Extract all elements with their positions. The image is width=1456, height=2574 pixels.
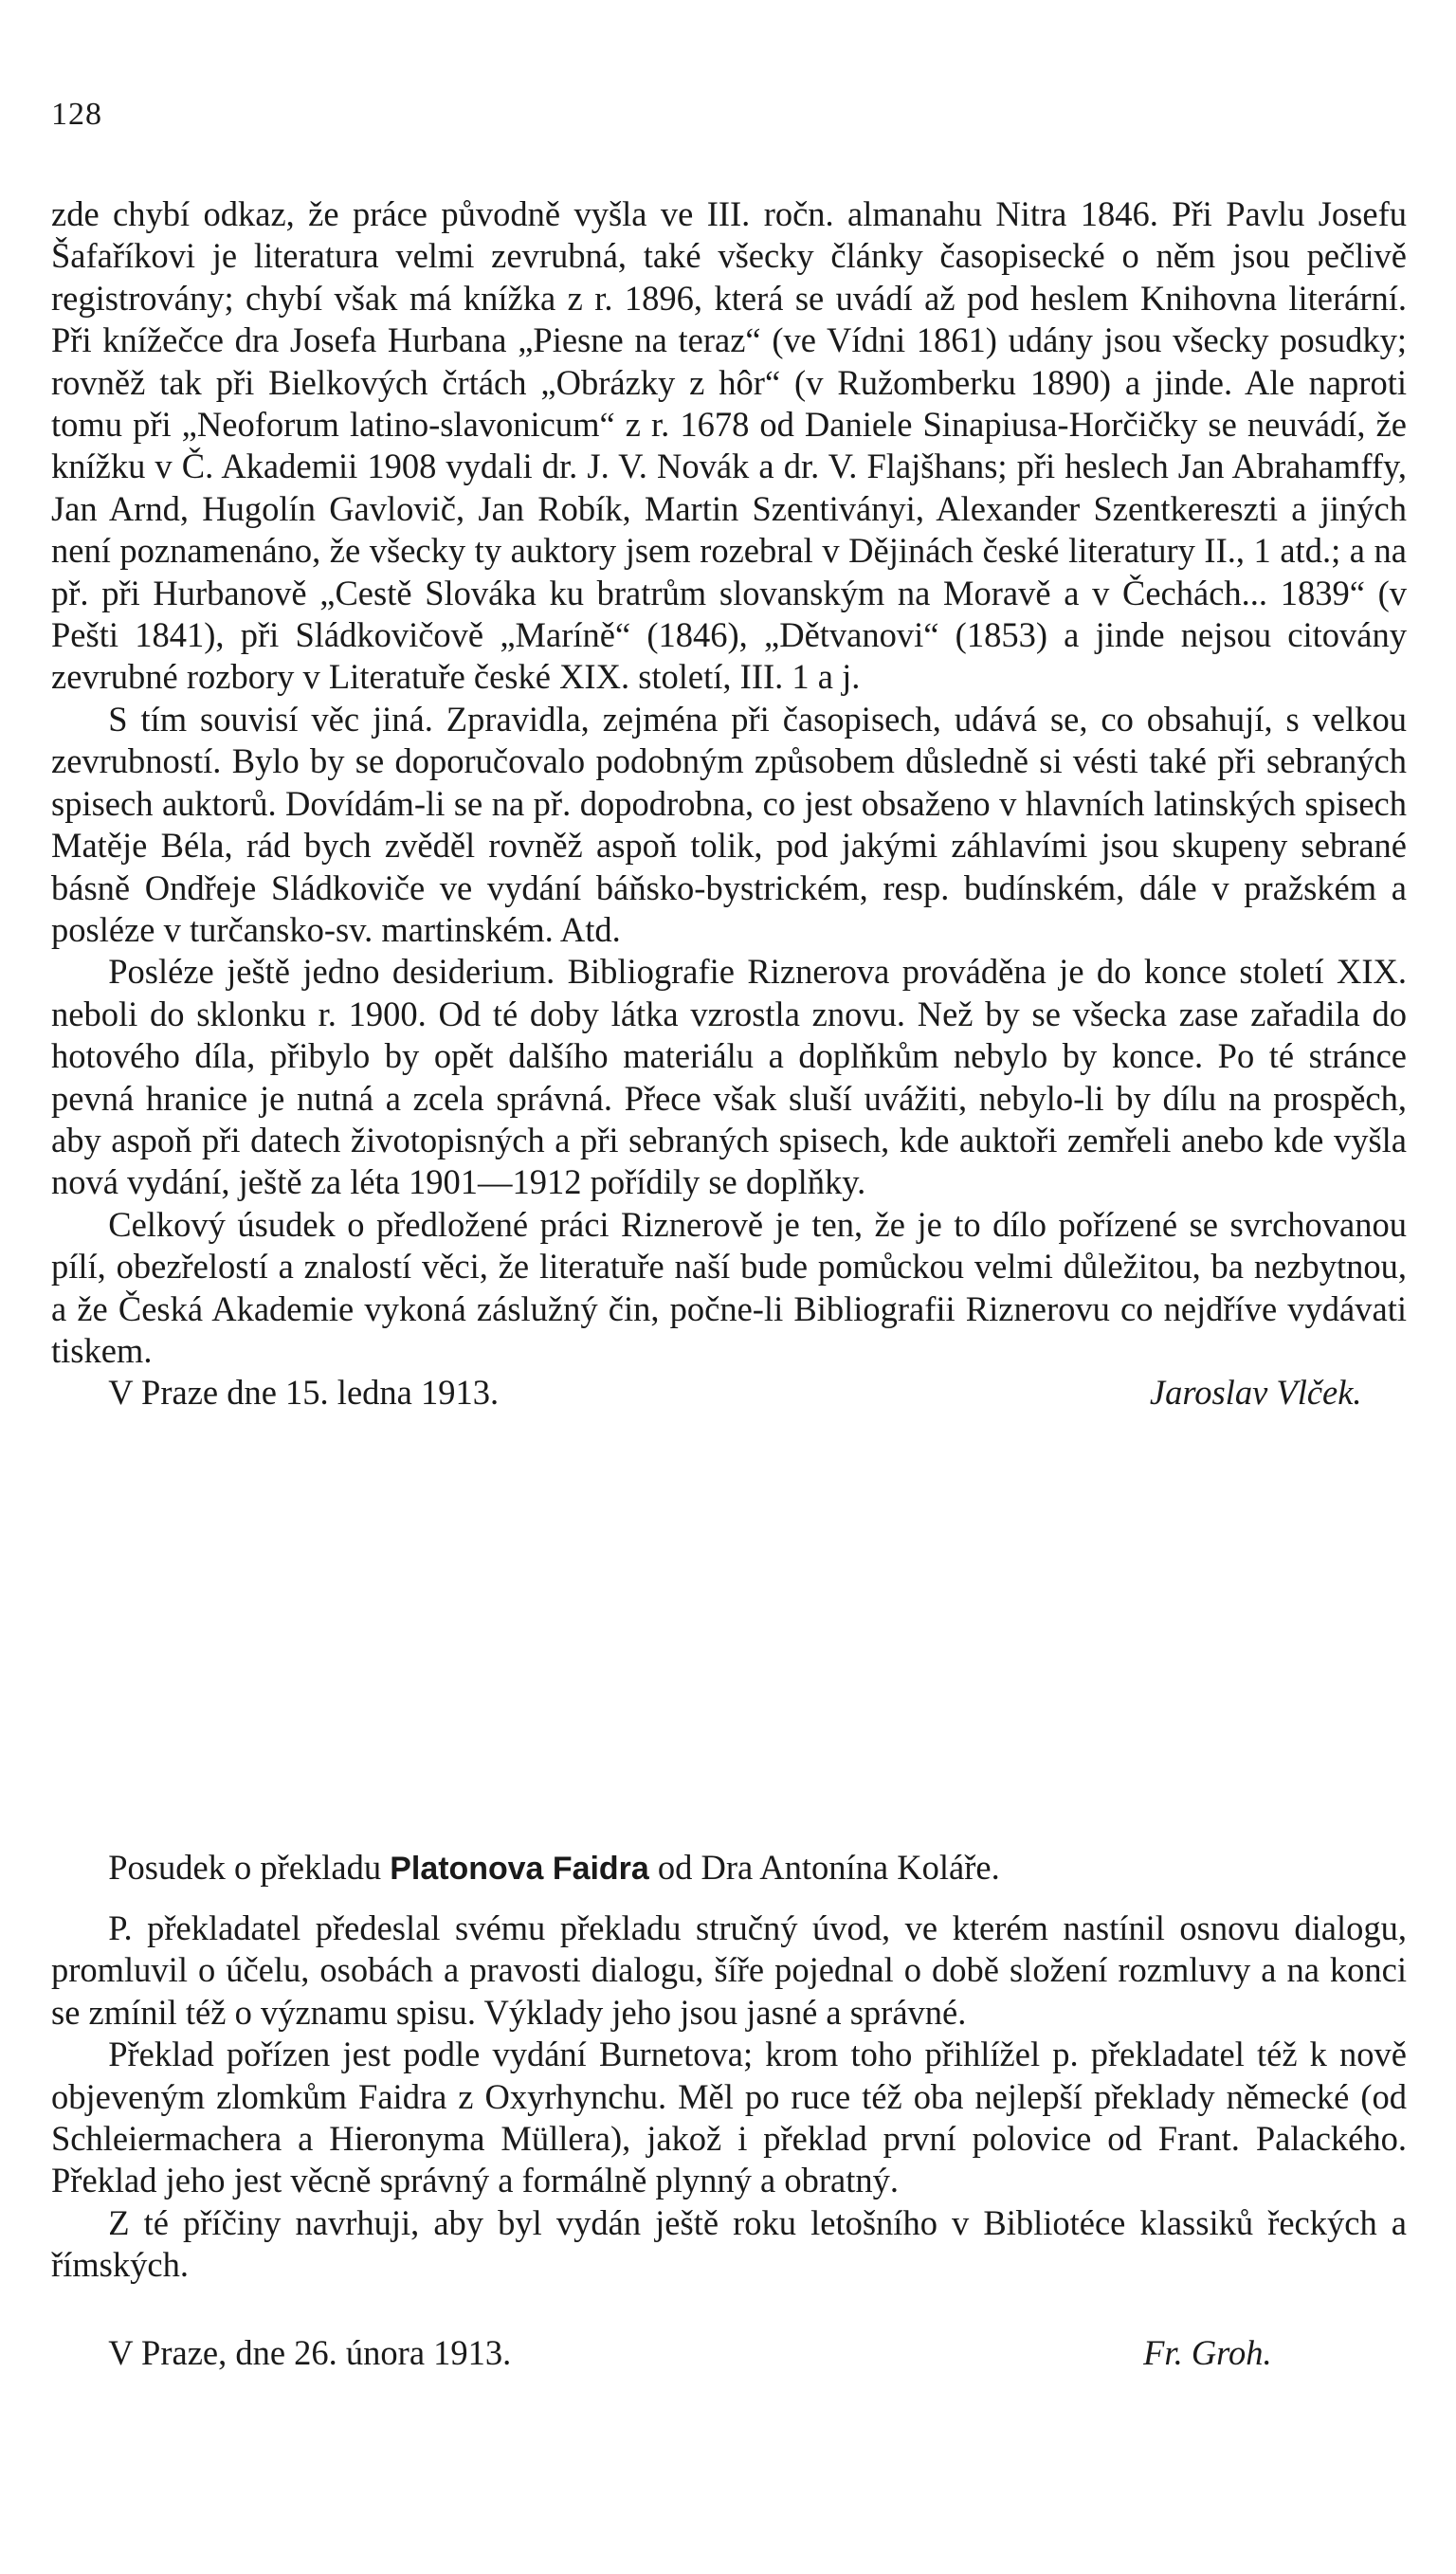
signature-line (51, 2332, 1407, 2374)
signature-line (51, 1372, 1407, 1414)
paragraph: Z té příčiny navrhuji, aby byl vydán ještě roku letošního v Bibliotéce klassiků řeckých a římských. (51, 2202, 1407, 2285)
review-rizner-bibliography (51, 193, 1407, 1415)
heading-suffix: od Dra Antonína Koláře. (657, 1848, 1000, 1887)
place-date: V Praze dne 15. ledna 1913. (108, 1373, 500, 1413)
paragraph: Posléze ještě jedno desiderium. Bibliografie Riznerova prováděna je do konce století XIX. neboli do sklonku r. 1900. Od té doby látka vzrostla znovu. Než by se všecka zase zařadila do hotového díla, přibylo by opět dalšího materiálu a doplňkům nebylo by konce. Po té stránce pevná hranice je nutná a zcela správná. Přece však sluší uvážiti, nebylo-li by dílu na prospěch, aby aspoň při datech životopisných a při sebraných spisech, kde auktoři zemřeli anebo kde vyšla nová vydání, ještě za léta 1901—1912 pořídily se doplňky. (51, 952, 1407, 1202)
paragraph: S tím souvisí věc jiná. Zpravidla, zejména při časopisech, udává se, co obsahují, s velkou zevrubností. Bylo by se doporučovalo podobným způsobem důsledně si vésti také při sebraných spisech auktorů. Dovídám-li se na př. dopodrobna, co jest obsaženo v hlavních latinských spisech Matěje Béla, rád bych zvěděl rovněž aspoň tolik, pod jakými záhlavími jsou skupeny sebrané básně Ondřeje Sládkoviče ve vydání báňsko-bystrickém, resp. budínském, dále v pražském a posléze v turčansko-sv. martinském. Atd. (51, 699, 1407, 949)
signature: Fr. Groh. (1143, 2332, 1272, 2372)
page-number: 128 (51, 97, 102, 132)
paragraph: zde chybí odkaz, že práce původně vyšla ve III. ročn. almanahu Nitra 1846. Při Pavlu Josefu Šafaříkovi je literatura velmi zevrubná, také všecky články časopisecké o něm jsou pečlivě registrovány; chybí však má knížka z r. 1896, která se uvádí až pod heslem Knihovna literární. Při knížečce dra Josefa Hurbana „Piesne na teraz“ (ve Vídni 1861) udány jsou všecky posudky; rovněž tak při Bielkových črtách „Obrázky z hôr“ (v Ružomberku 1890) a jinde. Ale naproti tomu při „Neoforum latino-slavonicum“ z r. 1678 od Daniele Sinapiusa-Horčičky se neuvádí, že knížku v Č. Akademii 1908 vydali dr. J. V. Novák a dr. V. Flajšhans; při heslech Jan Abrahamffy, Jan Arnd, Hugolín Gavlovič, Jan Robík, Martin Szentiványi, Alexander Szentkereszti a jiných není poznamenáno, že všecky ty auktory jsem rozebral v Dějinách české literatury II., 1 atd.; a na př. při Hurbanově „Cestě Slováka ku bratrům slovanským na Moravě a v Čechách... 1839“ (v Pešti 1841), při Sládkovičově „Maríně“ (1846), „Dětvanovi“ (1853) a jinde nejsou citovány zevrubné rozbory v Literatuře české XIX. století, III. 1 a j. (51, 194, 1407, 697)
signature: Jaroslav Vlček. (1149, 1373, 1362, 1413)
review-faidra-translation (51, 1908, 1407, 2374)
paragraph: Překlad pořízen jest podle vydání Burnetova; krom toho přihlížel p. překladatel též k nově objeveným zlomkům Faidra z Oxyrhynchu. Měl po ruce též oba nejlepší překlady německé (od Schleiermachera a Hieronyma Müllera), jakož i překlad první polovice od Frant. Palackého. Překlad jeho jest věcně správný a formálně plynný a obratný. (51, 2035, 1407, 2200)
heading-prefix: Posudek o překladu (108, 1848, 382, 1887)
heading-title: Platonova Faidra (390, 1851, 649, 1887)
paragraph: P. překladatel předeslal svému překladu stručný úvod, ve kterém nastínil osnovu dialogu, promluvil o účelu, osobách a pravosti dialogu, šíře pojednal o době složení rozmluvy a na konci se zmínil též o významu spisu. Výklady jeho jsou jasné a správné. (51, 1908, 1407, 2032)
paragraph: Celkový úsudek o předložené práci Riznerově je ten, že je to dílo pořízené se svrchovanou pílí, obezřelostí a znalostí věci, že literatuře naší bude pomůckou velmi důležitou, ba nezbytnou, a že Česká Akademie vykoná záslužný čin, počne-li Bibliografii Riznerovu co nejdříve vydávati tiskem. (51, 1204, 1407, 1370)
spacer (51, 2287, 1407, 2332)
review-heading (51, 1847, 1407, 1889)
place-date: V Praze, dne 26. února 1913. (108, 2332, 512, 2372)
